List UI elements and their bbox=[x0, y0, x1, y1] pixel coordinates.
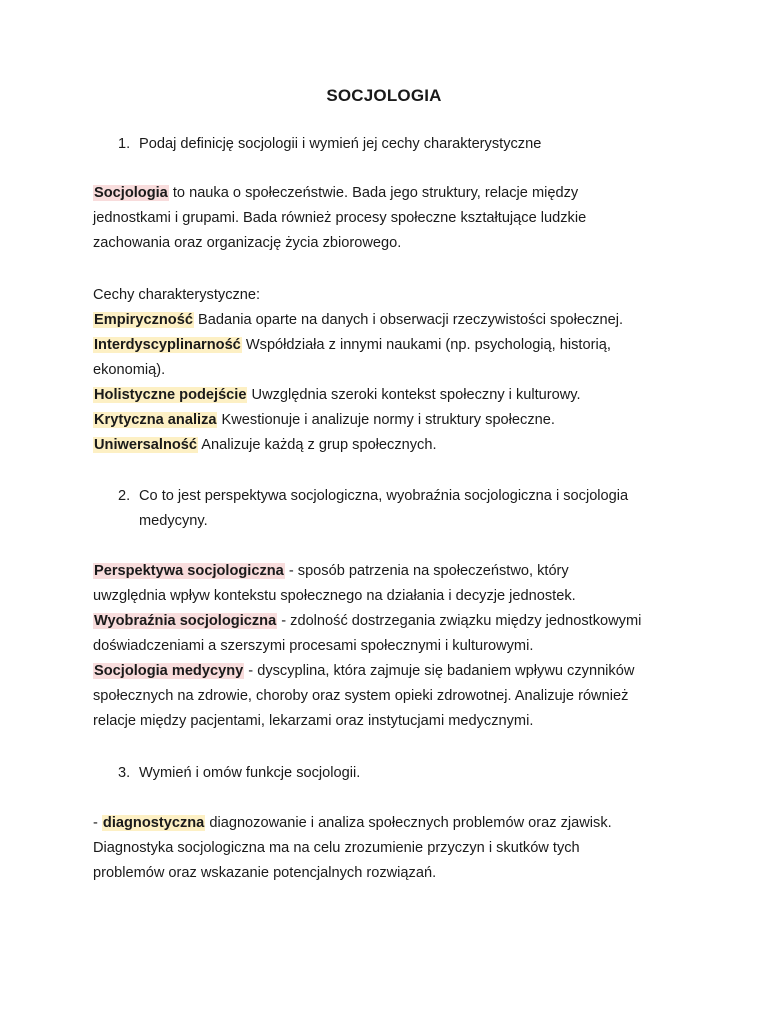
definition-text: to nauka o społeczeństwie. Bada jego struktury, relacje między bbox=[168, 185, 579, 201]
list-item bbox=[93, 333, 683, 358]
list-item bbox=[93, 383, 683, 408]
features-list bbox=[93, 283, 683, 458]
highlighted-term: Uniwersalność bbox=[94, 437, 198, 453]
item-description: Współdziała z innymi naukami (np. psychologią, historią, bbox=[241, 337, 611, 353]
item-description: Analizuje każdą z grup społecznych. bbox=[198, 437, 437, 453]
highlighted-term: Socjologia bbox=[94, 185, 168, 201]
question-text bbox=[139, 484, 679, 534]
question-text: Podaj definicję socjologii i wymień jej cechy charakterystyczne bbox=[139, 136, 542, 152]
list-item bbox=[93, 609, 683, 634]
list-item bbox=[93, 659, 683, 684]
list-dash: - bbox=[93, 815, 102, 831]
question-number: 1. bbox=[118, 136, 131, 152]
functions-section bbox=[93, 811, 683, 886]
highlighted-term: Interdyscyplinarność bbox=[94, 337, 241, 353]
item-description: Uwzględnia szeroki kontekst społeczny i kulturowy. bbox=[247, 387, 581, 403]
highlighted-term: Wyobraźnia socjologiczna bbox=[94, 613, 277, 629]
highlighted-term: Krytyczna analiza bbox=[94, 412, 217, 428]
item-description-continued: doświadczeniami a szerszymi procesami społecznymi i kulturowymi. bbox=[93, 638, 534, 654]
list-item bbox=[93, 408, 683, 433]
item-description-continued: ekonomią). bbox=[93, 362, 166, 378]
item-description: - zdolność dostrzegania związku między jednostkowymi bbox=[277, 613, 642, 629]
item-description: - sposób patrzenia na społeczeństwo, który bbox=[284, 563, 569, 579]
highlighted-term: diagnostyczna bbox=[102, 815, 205, 831]
list-item bbox=[93, 811, 683, 836]
definition-text: jednostkami i grupami. Bada również procesy społeczne kształtujące ludzkie bbox=[93, 210, 587, 226]
item-description-continued: uwzględnia wpływ kontekstu społecznego na działania i decyzje jednostek. bbox=[93, 588, 576, 604]
definitions-section bbox=[93, 559, 683, 734]
question-number: 3. bbox=[118, 765, 131, 781]
question-text-line: Co to jest perspektywa socjologiczna, wyobraźnia socjologiczna i socjologia bbox=[139, 488, 629, 504]
item-description: Badania oparte na danych i obserwacji rzeczywistości społecznej. bbox=[193, 312, 624, 328]
item-description-continued: problemów oraz wskazanie potencjalnych rozwiązań. bbox=[93, 865, 437, 881]
highlighted-term: Empiryczność bbox=[94, 312, 193, 328]
list-item bbox=[93, 308, 683, 333]
question-text-line: medycyny. bbox=[139, 513, 208, 529]
highlighted-term: Perspektywa socjologiczna bbox=[94, 563, 284, 579]
item-description-continued: społecznych na zdrowie, choroby oraz system opieki zdrowotnej. Analizuje również bbox=[93, 688, 629, 704]
list-item bbox=[93, 433, 683, 458]
item-description: diagnozowanie i analiza społecznych problemów oraz zjawisk. bbox=[205, 815, 612, 831]
page-title: SOCJOLOGIA bbox=[326, 86, 442, 105]
question-2 bbox=[118, 484, 678, 534]
definition-text: zachowania oraz organizację życia zbiorowego. bbox=[93, 235, 402, 251]
question-text: Wymień i omów funkcje socjologii. bbox=[139, 765, 361, 781]
list-item bbox=[93, 559, 683, 584]
item-description-continued: Diagnostyka socjologiczna ma na celu zrozumienie przyczyn i skutków tych bbox=[93, 840, 580, 856]
item-description: Kwestionuje i analizuje normy i struktury społeczne. bbox=[217, 412, 555, 428]
features-heading: Cechy charakterystyczne: bbox=[93, 287, 261, 303]
definition-paragraph bbox=[93, 181, 683, 256]
question-number: 2. bbox=[118, 488, 131, 504]
highlighted-term: Holistyczne podejście bbox=[94, 387, 247, 403]
highlighted-term: Socjologia medycyny bbox=[94, 663, 244, 679]
item-description-continued: relacje między pacjentami, lekarzami oraz instytucjami medycznymi. bbox=[93, 713, 534, 729]
item-description: - dyscyplina, która zajmuje się badaniem wpływu czynników bbox=[244, 663, 635, 679]
